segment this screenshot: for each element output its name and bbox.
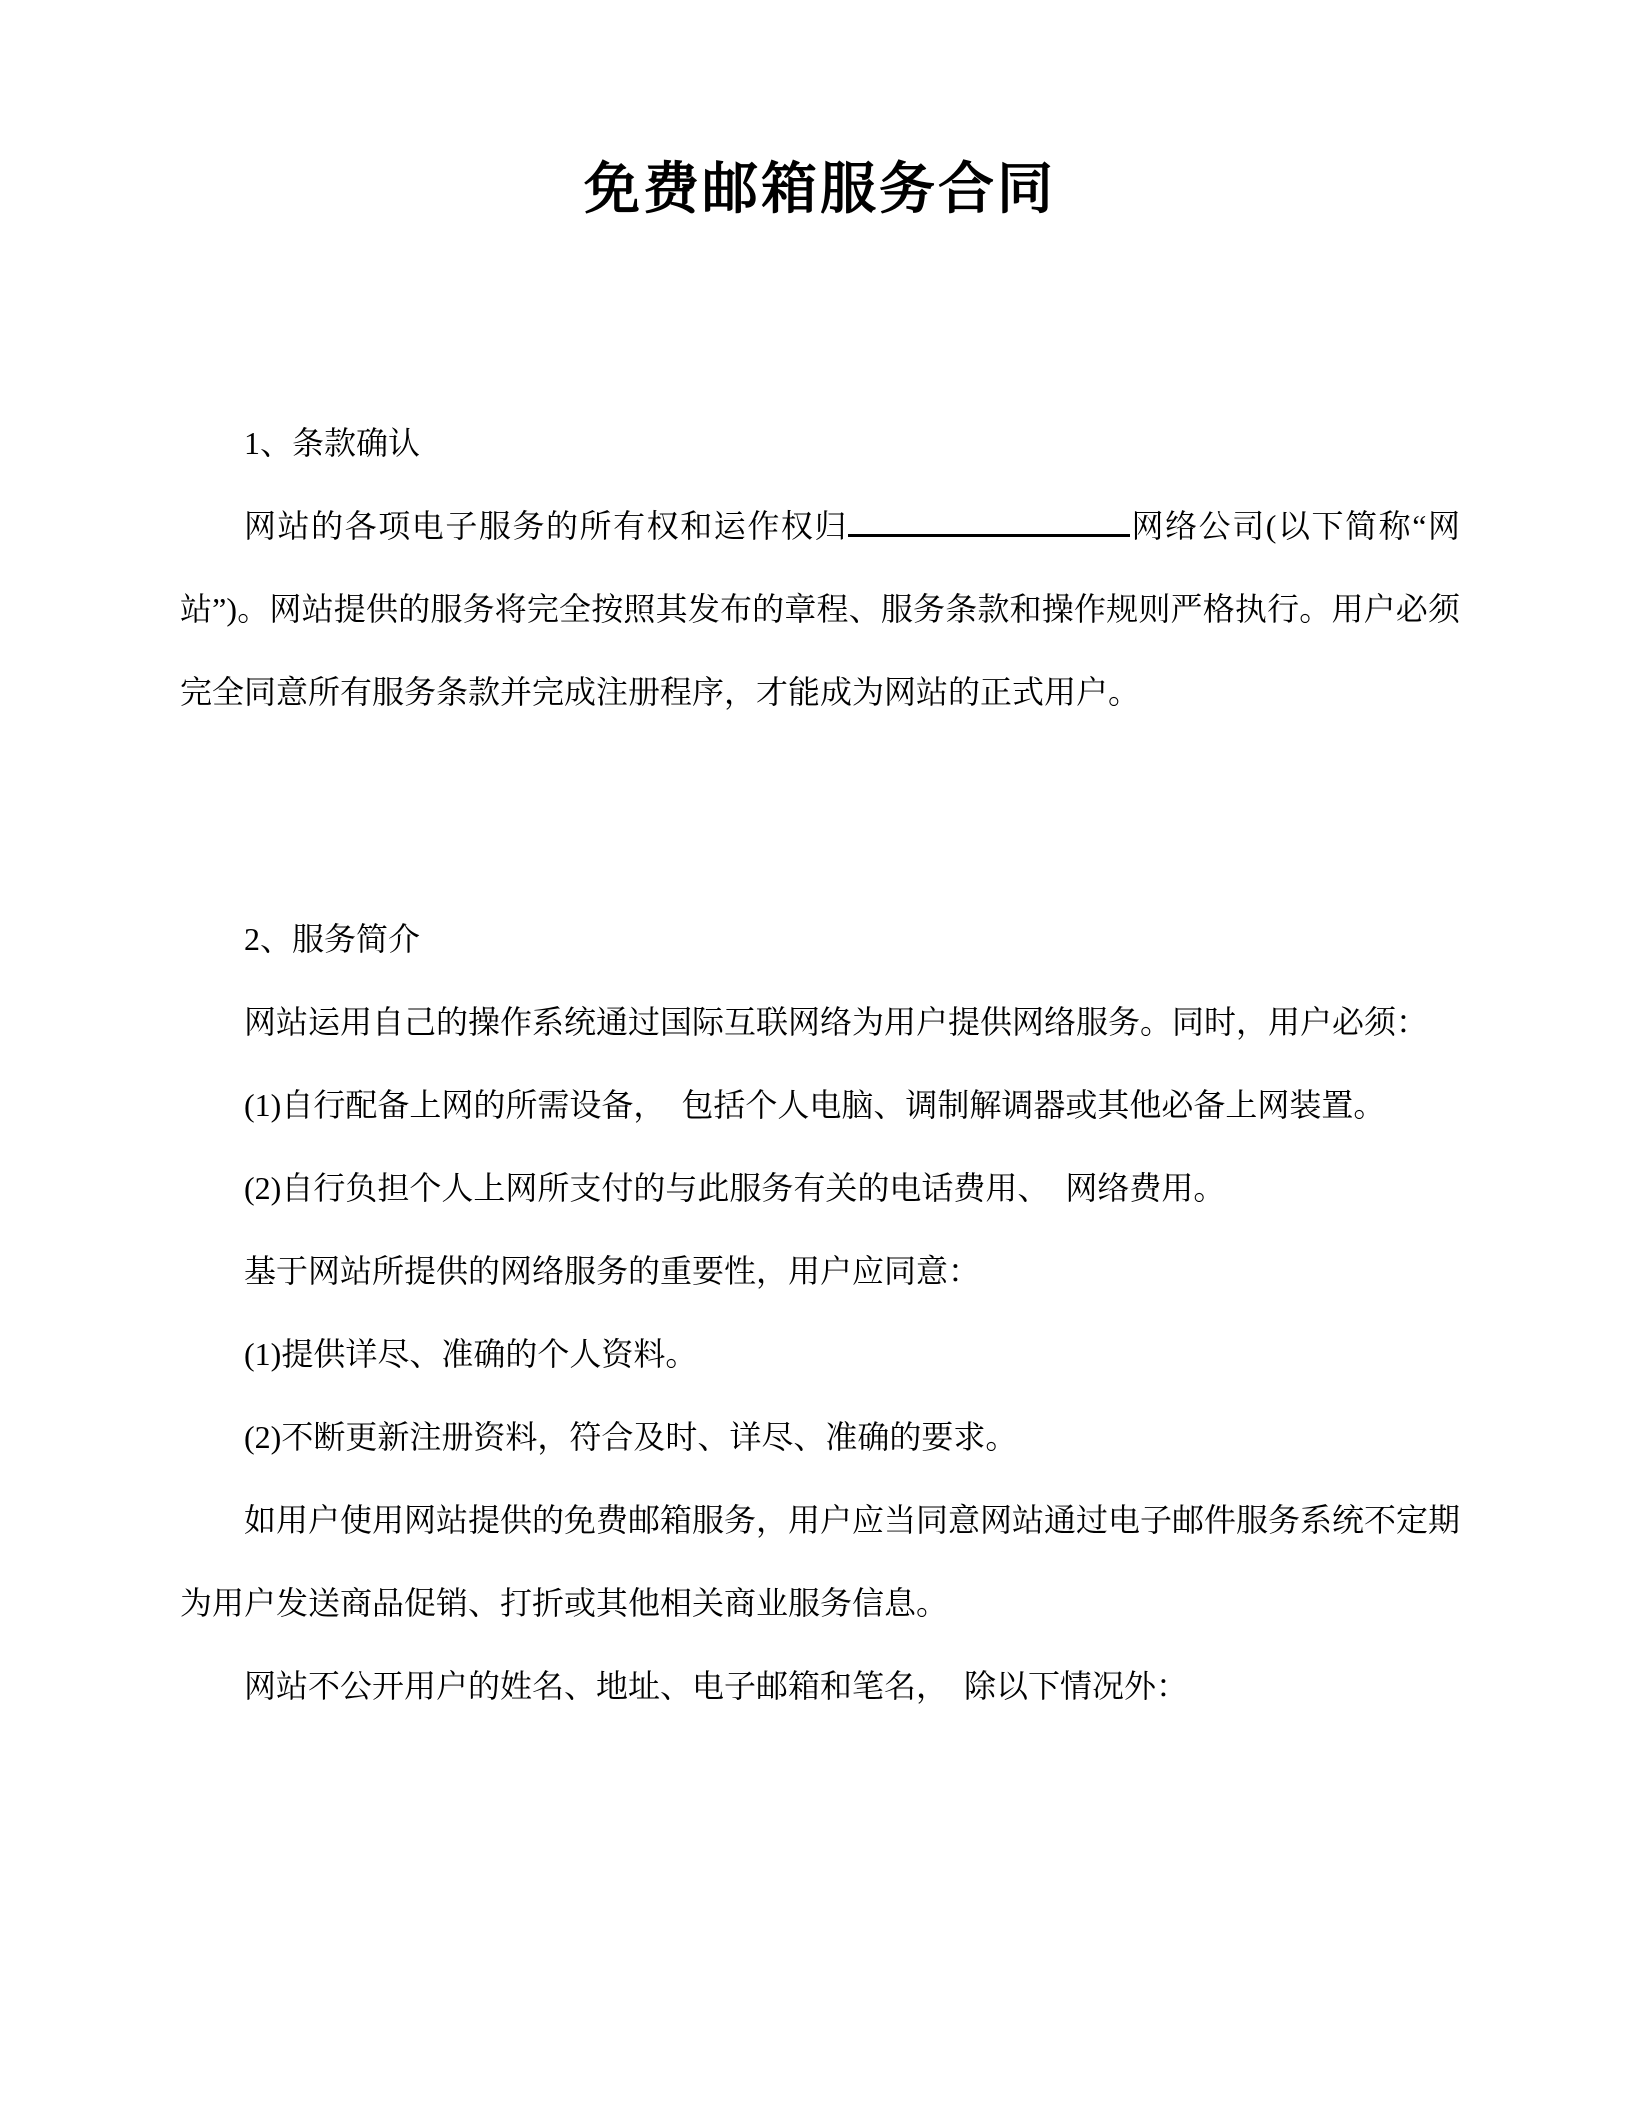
para-service-intro: 网站运用自己的操作系统通过国际互联网络为用户提供网络服务。同时，用户必须： xyxy=(244,1004,1429,1040)
list-item-fees: (2)自行负担个人上网所支付的与此服务有关的电话费用、 网络费用。 xyxy=(244,1170,1226,1206)
section-1-heading: 1、条款确认 xyxy=(244,425,421,461)
list-item-accurate-info: (1)提供详尽、准确的个人资料。 xyxy=(244,1336,698,1372)
para-ownership xyxy=(180,485,1460,734)
para-importance: 基于网站所提供的网络服务的重要性，用户应同意： xyxy=(244,1253,981,1289)
para-ownership-text-before: 网站的各项电子服务的所有权和运作权归 xyxy=(244,508,848,544)
para-privacy: 网站不公开用户的姓名、地址、电子邮箱和笔名， 除以下情况外： xyxy=(244,1668,1189,1704)
para-email-promo: 如用户使用网站提供的免费邮箱服务，用户应当同意网站通过电子邮件服务系统不定期为用户发送商品促销、打折或其他相关商业服务信息。 xyxy=(180,1502,1461,1621)
para-ownership-text-after: 网络公司(以下简称“网站”)。网站提供的服务将完全按照其发布的章程、服务条款和操作规则严格执行。用户必须完全同意所有服务条款并完成注册程序，才能成为网站的正式用户。 xyxy=(180,508,1460,710)
fill-in-blank-company-name xyxy=(848,504,1130,537)
section-2-heading: 2、服务简介 xyxy=(244,921,421,957)
list-item-equipment: (1)自行配备上网的所需设备， 包括个人电脑、调制解调器或其他必备上网装置。 xyxy=(244,1087,1386,1123)
document-title: 免费邮箱服务合同 xyxy=(584,157,1056,222)
list-item-update-info: (2)不断更新注册资料，符合及时、详尽、准确的要求。 xyxy=(244,1419,1018,1455)
